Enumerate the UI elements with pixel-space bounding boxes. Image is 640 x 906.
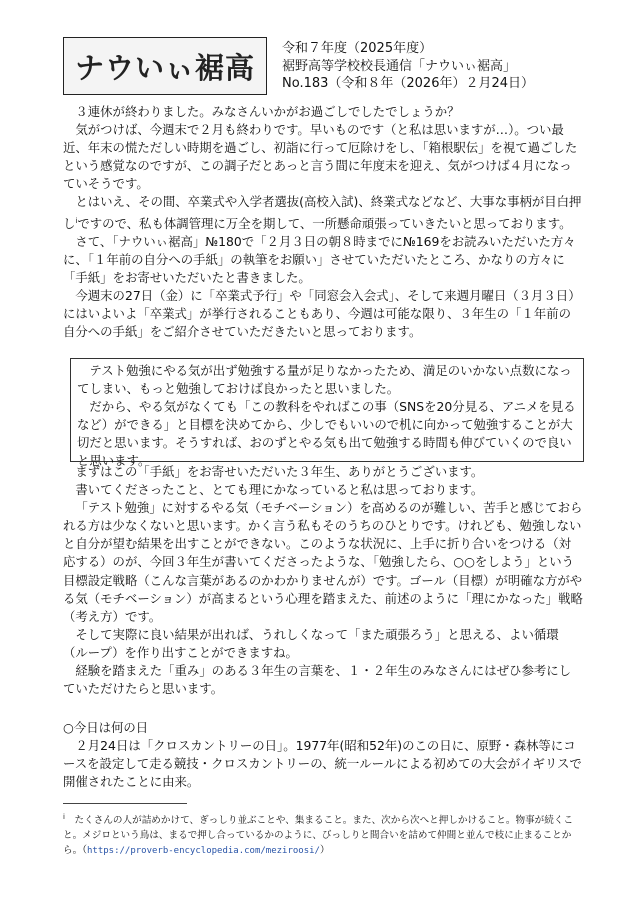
letter-paragraph: だから、やる気がなくても「この教科をやればこの事（SNSを20分見る、アニメを見るなど）ができる」と目標を決めてから、少しでもいいので机に向かって勉強することが大切だと思います。そうすれば、おのずとやる気も出て勉強する時間も伸びていくので良いと思います。 [77, 399, 576, 469]
paragraph [63, 193, 583, 232]
paragraph: 今週末の27日（金）に「卒業式予行」や「同窓会入会式」、そして来週月曜日（３月３日）にはいよいよ「卒業式」が挙行されることもあり、今週は可能な限り、３年生の「１年前の自分への手紙」をご紹介させていただきたいと思っております。 [63, 288, 581, 340]
masthead-logo [63, 37, 267, 95]
footnote-divider [63, 803, 187, 804]
paragraph: さて、「ナウいぃ裾高」№180で「２月３日の朝８時までに№169をお読みいただいた方々に、「１年前の自分への手紙」の執筆をお願い」させていただいたところ、かなりの方々に「手紙」をお寄せいただいたと書きました。 [63, 233, 576, 285]
footnote-mark: i [63, 813, 65, 821]
source-link[interactable]: https://proverb-encyclopedia.com/meziroosi/ [86, 846, 320, 857]
footnote [63, 810, 583, 859]
masthead-info [282, 40, 602, 93]
intro-section [63, 103, 583, 341]
paragraph: ２月24日は「クロスカントリーの日」。1977年(昭和52年)のこの日に、原野・森林等にコースを設定して走る競技・クロスカントリーの、統一ルールによる初めての大会がイギリスで開催されたことに由来。 [63, 738, 582, 790]
paragraph: 経験を踏まえた「重み」のある３年生の言葉を、１・２年生のみなさんにはぜひ参考にしていただけたらと思います。 [63, 663, 572, 697]
newsletter-name: 裾野高等学校校長通信「ナウいぃ裾高」 [282, 58, 517, 74]
footnote-body: たくさんの人が詰めかけて、ぎっしり並ぶことや、集まること。また、次から次へと押しかけること。物事が続くこと。メジロという鳥は、まるで押し合っているかのように、びっしりと間合いを詰めて仲間と並んで枝に止まることから。（ [63, 815, 574, 857]
fiscal-year: 令和７年度（2025年度） [282, 41, 433, 56]
letter-paragraph: テスト勉強にやる気が出ず勉強する量が足りなかったため、満足のいかない点数になってしまい、もっと勉強しておけば良かったと思いました。 [77, 363, 572, 397]
logo-text: ナウいぃ裾高 [74, 50, 255, 85]
issue-number-date: No.183（令和８年（2026年）２月24日） [282, 76, 535, 91]
footnote-text [63, 810, 583, 859]
paragraph: ３連休が終わりました。みなさんいかがお過ごしでしたでしょうか？ [75, 104, 460, 119]
paragraph: まずはこの「手紙」をお寄せいただいた３年生、ありがとうございます。 [75, 464, 484, 479]
student-letter-box [70, 358, 584, 469]
footnote-reference: i [75, 216, 78, 225]
today-section [63, 719, 583, 791]
paragraph: そして実際に良い結果が出れば、うれしくなって「また頑張ろう」と思える、よい循環（ループ）を作り出すことができますね。 [63, 626, 559, 660]
paragraph-part: とはいえ、その間、卒業式や入学者選抜(高校入試)、終業式などなど、大事な事柄が目白押し [63, 194, 582, 231]
paragraph: 書いてくださったこと、とても理にかなっていると私は思っております。 [75, 482, 484, 498]
paragraph-part: ですので、私も体調管理に万全を期して、一所懸命頑張っていきたいと思っております。 [77, 215, 572, 231]
main-section [63, 463, 583, 698]
paragraph: 「テスト勉強」に対するやる気（モチベーション）を高めるのが難しい、苦手と感じておられる方は少なくないと思います。かく言う私もそのうちのひとりです。けれども、勉強しないと自分が望む結果を出すことができない。このような状況に、上手に折り合いをつける（対応する）のが、今回３年生が書いてくださったような、「勉強したら、○○をしよう」という目標設定戦略（こんな言葉があるのかわかりませんが）です。ゴール（目標）が明確な方がやる気（モチベーション）が高まるという心理を踏まえた、前述のように「理にかなった」戦略（考え方）です。 [63, 500, 583, 624]
section-heading: ○今日は何の日 [63, 720, 149, 735]
footnote-close: ） [319, 845, 330, 857]
paragraph: 気がつけば、今週末で２月も終わりです。早いものです（と私は思いますが…）。つい最近、年末の慌ただしい時期を過ごし、初詣に行って厄除けをし、「箱根駅伝」を視て過ごしたという感覚なのですが、この調子だとあっと言う間に年度末を迎え、気がつけば４月になっていそうです。 [63, 122, 578, 192]
